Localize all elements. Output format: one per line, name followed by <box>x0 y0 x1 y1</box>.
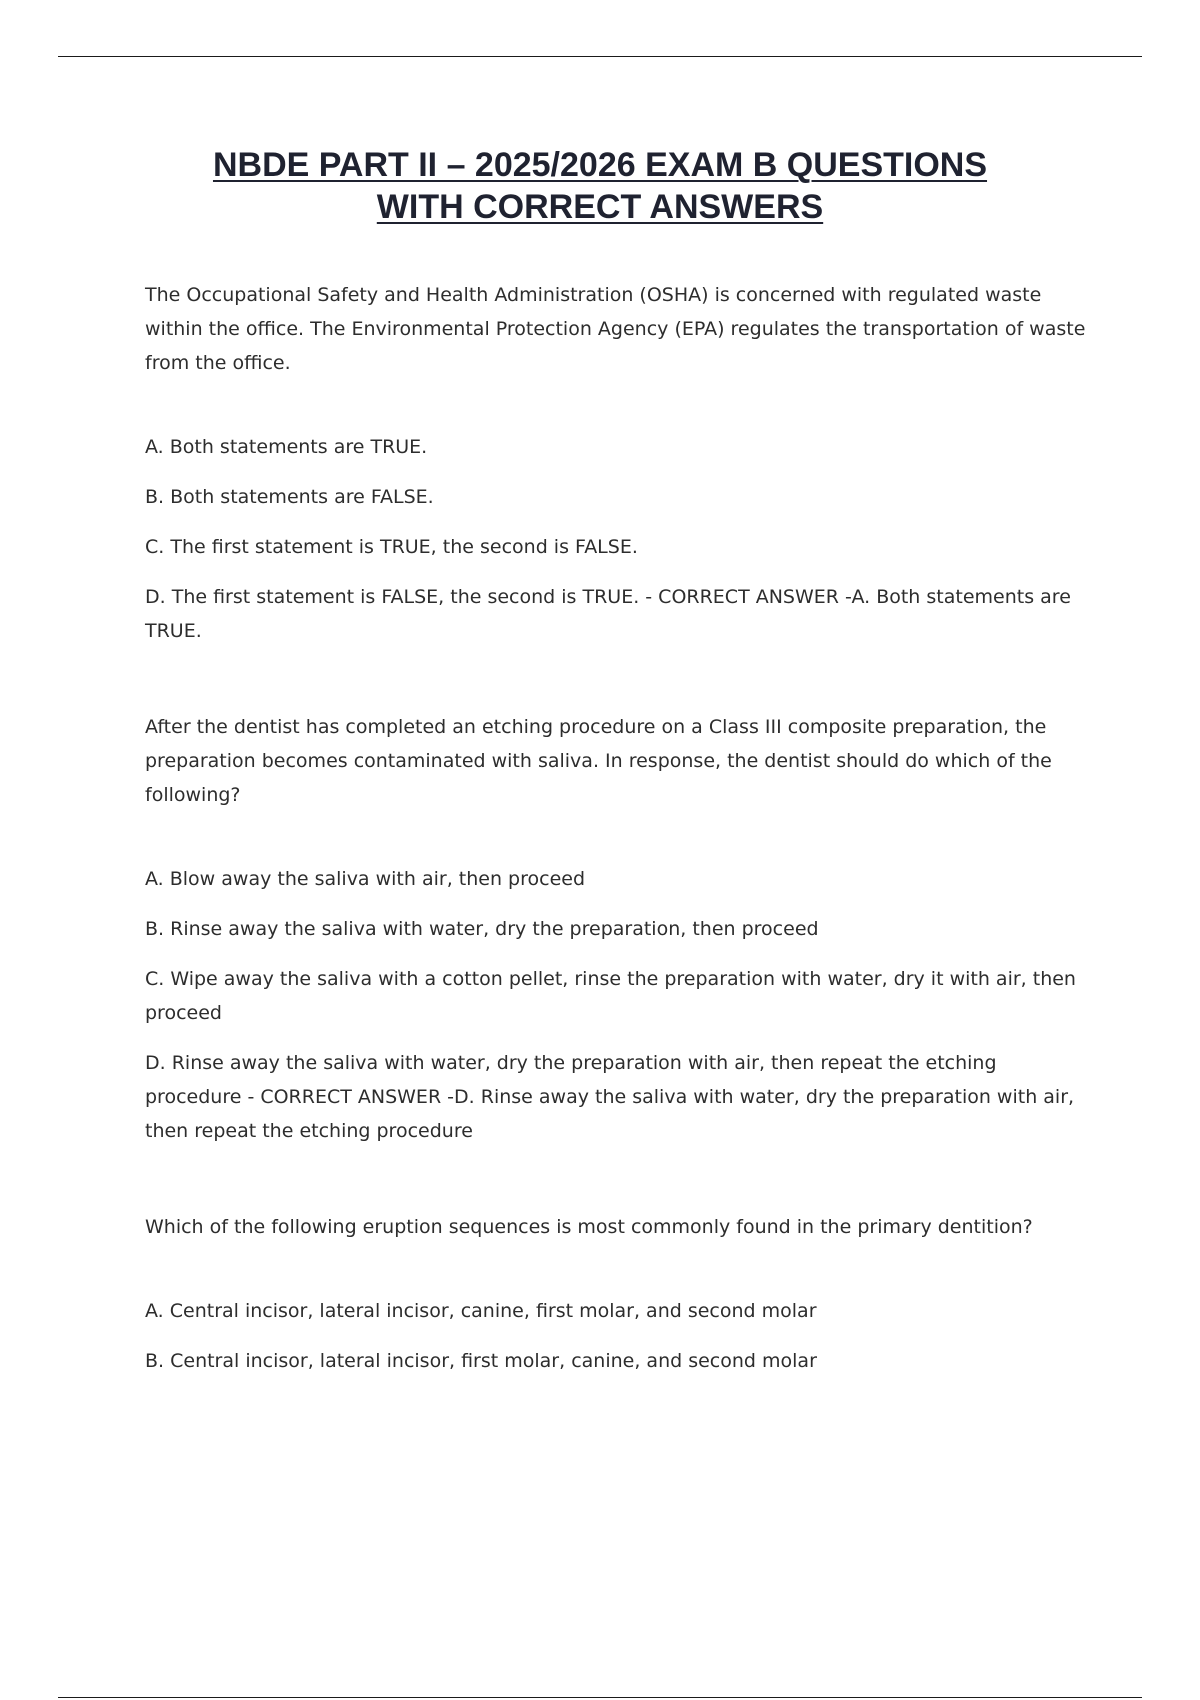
question-block-2 <box>145 710 1095 1148</box>
answer-option-d: D. The first statement is FALSE, the second is TRUE. - CORRECT ANSWER -A. Both statements are TRUE. <box>145 586 1071 642</box>
page-title <box>0 144 1200 228</box>
answer-option-c: C. Wipe away the saliva with a cotton pellet, rinse the preparation with water, dry it with air, then proceed <box>145 968 1076 1024</box>
answer-option-b: B. Central incisor, lateral incisor, first molar, canine, and second molar <box>145 1350 817 1372</box>
question-text: After the dentist has completed an etching procedure on a Class III composite preparation, the preparation becomes contaminated with saliva. In response, the dentist should do which of the following? <box>145 716 1052 806</box>
answer-option-b: B. Both statements are FALSE. <box>145 486 434 508</box>
answer-option-c: C. The first statement is TRUE, the second is FALSE. <box>145 536 638 558</box>
question-list <box>145 278 1095 1394</box>
answer-option-a: A. Both statements are TRUE. <box>145 436 428 458</box>
question-block-3 <box>145 1210 1095 1378</box>
question-text: Which of the following eruption sequences is most commonly found in the primary dentition? <box>145 1216 1033 1238</box>
answer-option-a: A. Central incisor, lateral incisor, canine, first molar, and second molar <box>145 1300 817 1322</box>
title-line-2: WITH CORRECT ANSWERS <box>376 188 824 226</box>
bottom-rule <box>58 1697 1142 1698</box>
answer-option-b: B. Rinse away the saliva with water, dry the preparation, then proceed <box>145 918 819 940</box>
question-block-1 <box>145 278 1095 648</box>
title-line-1: NBDE PART II – 2025/2026 EXAM B QUESTIONS <box>212 146 988 184</box>
question-text: The Occupational Safety and Health Administration (OSHA) is concerned with regulated waste within the office. The Environmental Protection Agency (EPA) regulates the transportation of waste from the office. <box>145 284 1086 374</box>
answer-option-d: D. Rinse away the saliva with water, dry the preparation with air, then repeat the etching procedure - CORRECT ANSWER -D. Rinse away the saliva with water, dry the preparation with air, then repeat the etching procedure <box>145 1052 1075 1142</box>
top-rule <box>58 56 1142 57</box>
answer-option-a: A. Blow away the saliva with air, then proceed <box>145 868 586 890</box>
